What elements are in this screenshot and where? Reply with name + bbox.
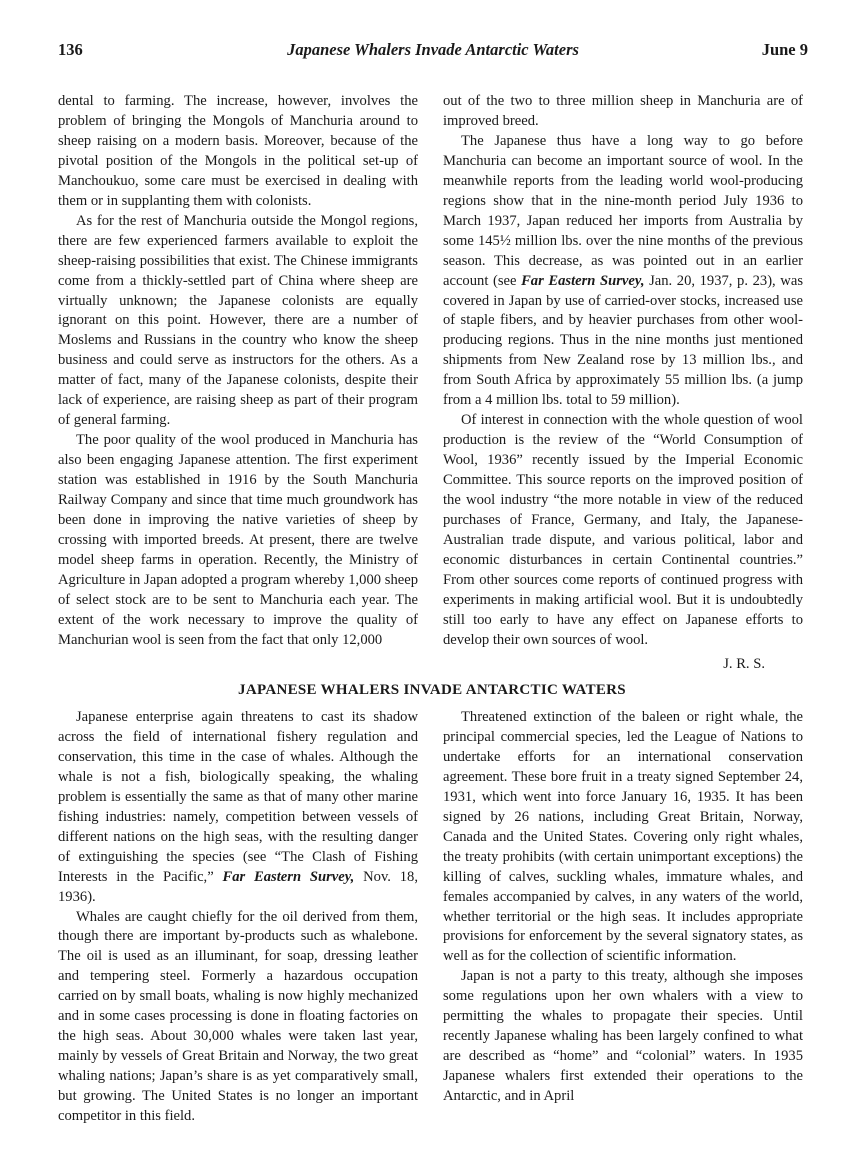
text-run: Japanese enterprise again threatens to cast its shadow across the field of international fishery regulation and conservation, this time in the case of whales. Although the whale is not a fish, biologically speaking, the whaling problem is essentially the same as that of many other marine fishing industries: namely, competition between vessels of different nations on the high seas, with the resulting danger of extinguishing the species (see “The Clash of Fishing Interests in the Pacific,”	[58, 709, 418, 885]
section-title: JAPANESE WHALERS INVADE ANTARCTIC WATERS	[238, 682, 626, 698]
column-upper-right	[443, 92, 803, 675]
author-initials: J. R. S.	[723, 655, 765, 672]
paragraph	[443, 132, 803, 411]
running-title: Japanese Whalers Invade Antarctic Waters	[287, 40, 579, 59]
text-run: Jan. 20, 1937, p. 23), was covered in Japan by use of carried-over stocks, increased use of staple fibers, and by heavier purchases from other wool-producing regions. Thus in the nine months just mentioned shipments from New Zealand rose by 13 million lbs., and from South Africa by approximately 55 million lbs. (a jump from a 4 million lbs. total to 59 million).	[443, 272, 803, 409]
running-header	[58, 40, 808, 64]
column-lower-right	[443, 708, 803, 1107]
paragraph: The poor quality of the wool produced in Manchuria has also been engaging Japanese attention. The first experiment station was established in 1916 by the South Manchuria Railway Company and since that time much groundwork has been done in improving the native varieties of sheep by crossing with imported breeds. At present, there are twelve model sheep farms in operation. Recently, the Ministry of Agriculture in Japan adopted a program whereby 1,000 sheep of select stock are to be sent to Manchuria each year. The extent of the work necessary to improve the quality of Manchurian wool is seen from the fact that only 12,000	[58, 432, 418, 648]
paragraph: out of the two to three million sheep in Manchuria are of improved breed.	[443, 93, 803, 129]
publication-title: Far Eastern Survey,	[222, 868, 355, 885]
paragraph: Threatened extinction of the baleen or right whale, the principal commercial species, led the League of Nations to undertake efforts for an international conservation agreement. These bore fruit in a treaty signed September 24, 1931, which went into force January 16, 1935. It has been signed by 26 nations, including Great Britain, Norway, Canada and the United States. Covering only right whales, the treaty prohibits (with certain unimportant exceptions) the killing of calves, suckling whales, immature whales, and females accompanied by calves, in any waters of the world, whether territorial or the high seas. It includes appropriate provisions for enforcement by the several signatory states, as well as for the collection of scientific information.	[443, 709, 803, 965]
text-run: Nov. 18, 1936).	[58, 868, 419, 905]
issue-date: June 9	[761, 40, 808, 59]
page-number: 136	[58, 40, 83, 59]
paragraph: dental to farming. The increase, however, involves the problem of bringing the Mongols of Manchuria around to sheep raising on a modern basis. Moreover, because of the pivotal position of the Mongols in the political set-up of Manchoukuo, some care must be exercised in dealing with them or in supplanting them with colonists.	[58, 93, 418, 209]
text-run: The Japanese thus have a long way to go before Manchuria can become an important source of wool. In the meanwhile reports from the leading world wool-producing regions show that in the nine-month period July 1936 to March 1937, Japan reduced her imports from Australia by some 145½ million lbs. over the nine months of the previous season. This decrease, as was pointed out in an earlier account (see	[443, 132, 803, 289]
column-lower-left	[58, 708, 418, 1127]
paragraph: Whales are caught chiefly for the oil derived from them, though there are important by-products such as whalebone. The oil is used as an illuminant, for soap, dressing leather and tempering steel. Formerly a hazardous occupation carried on by small boats, whaling is now highly mechanized and in some cases processing is done in floating factories on the high seas. About 30,000 whales were taken last year, mainly by vessels of Great Britain and Norway, the two great whaling nations; Japan’s share is as yet comparatively small, but growing. The United States is no longer an important competitor in this field.	[58, 908, 418, 1125]
column-upper-left	[58, 92, 418, 651]
paragraph: Japan is not a party to this treaty, although she imposes some regulations upon her own whalers with a view to permitting the whales to propagate their species. Until recently Japanese whaling has been largely confined to what are described as “home” and “colonial” waters. In 1935 Japanese whalers first extended their operations to the Antarctic, and in April	[443, 968, 803, 1105]
paragraph: Of interest in connection with the whole question of wool production is the review of the “World Consumption of Wool, 1936” recently issued by the Imperial Economic Committee. This source reports on the improved position of the wool industry “the more notable in view of the reduced purchases of France, Germany, and Italy, the Japanese-Australian trade dispute, and various political, labor and economic disturbances in certain Continental countries.” From other sources come reports of continued progress with experiments in making artificial wool. But it is undoubtedly still too early to have any effect on Japanese efforts to develop their own sources of wool.	[443, 412, 803, 648]
publication-title: Far Eastern Survey,	[521, 272, 645, 289]
paragraph: As for the rest of Manchuria outside the Mongol regions, there are few experienced farmers available to exploit the sheep-raising possibilities that exist. The Chinese immigrants come from a thickly-settled part of China where sheep are virtually unknown; the Japanese colonists are equally ignorant on this point. However, there are a number of Moslems and Russians in the country who know the sheep business and could serve as instructors for the others. As a matter of fact, many of the Japanese colonists, despite their lack of experience, are raising sheep as part of their program of general farming.	[58, 212, 418, 429]
paragraph	[58, 708, 418, 908]
